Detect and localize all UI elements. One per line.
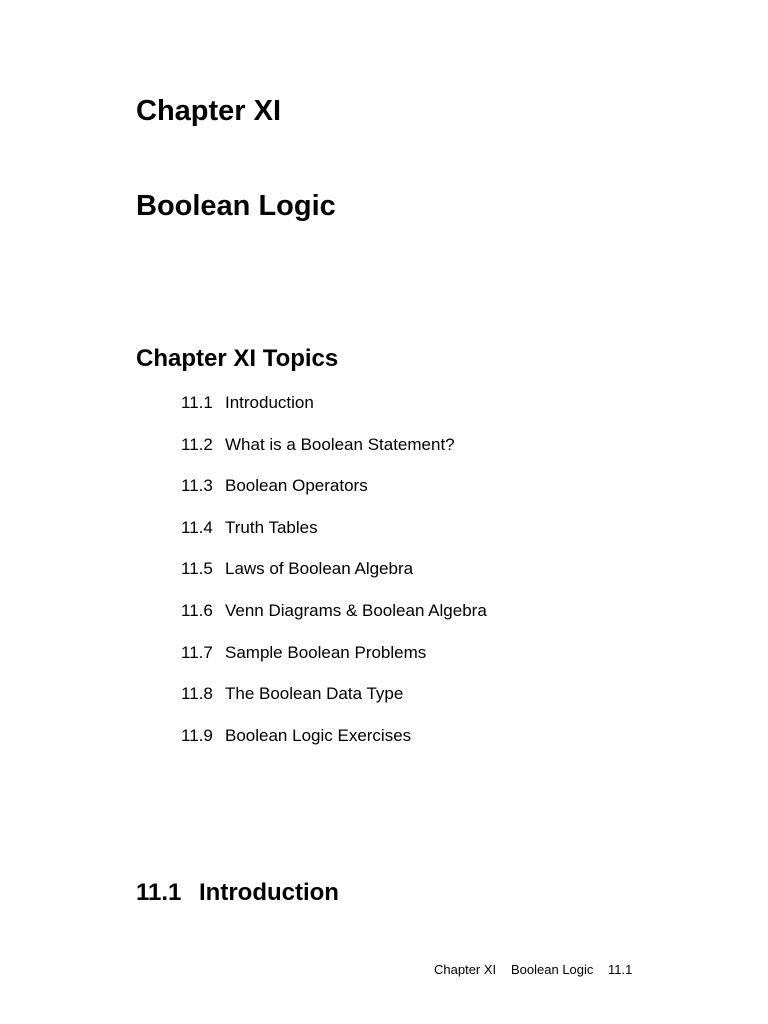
topic-label: Introduction <box>225 393 314 412</box>
topic-label: Laws of Boolean Algebra <box>225 559 414 579</box>
topic-number: 11.3 <box>181 476 213 496</box>
topic-item <box>181 475 487 517</box>
topic-label: Venn Diagrams & Boolean Algebra <box>225 600 487 620</box>
topic-label: Truth Tables <box>225 517 318 537</box>
topic-number: 11.7 <box>181 642 213 662</box>
topic-item <box>181 434 487 476</box>
section-title: Introduction <box>199 879 339 906</box>
topic-number: 11.1 <box>181 393 213 412</box>
topic-label: The Boolean Data Type <box>225 684 404 704</box>
topic-label: Boolean Logic Exercises <box>225 725 412 745</box>
topic-item <box>181 642 487 684</box>
topic-item <box>181 517 487 559</box>
topic-item <box>181 600 487 642</box>
topic-label: Sample Boolean Problems <box>225 642 427 662</box>
topic-item <box>181 558 487 600</box>
topic-number: 11.6 <box>181 600 213 620</box>
topic-number: 11.9 <box>181 725 213 745</box>
topic-number: 11.8 <box>181 684 213 704</box>
topics-list <box>181 392 487 766</box>
topic-item <box>181 725 487 767</box>
footer-title: Boolean Logic <box>511 962 594 977</box>
topic-number: 11.5 <box>181 559 213 579</box>
topic-label: What is a Boolean Statement? <box>225 434 455 454</box>
topic-number: 11.4 <box>181 517 213 537</box>
chapter-number: Chapter XI <box>136 95 282 127</box>
footer-chapter: Chapter XI <box>434 962 497 977</box>
section-heading <box>136 877 339 909</box>
topic-number: 11.2 <box>181 434 213 454</box>
topics-heading: Chapter XI Topics <box>136 345 339 372</box>
topic-item <box>181 683 487 725</box>
chapter-title: Boolean Logic <box>136 190 336 222</box>
page-footer <box>434 962 632 978</box>
page-number: 11.1 <box>608 962 633 977</box>
topic-item <box>181 392 487 434</box>
section-number: 11.1 <box>136 879 182 906</box>
topic-label: Boolean Operators <box>225 476 368 496</box>
